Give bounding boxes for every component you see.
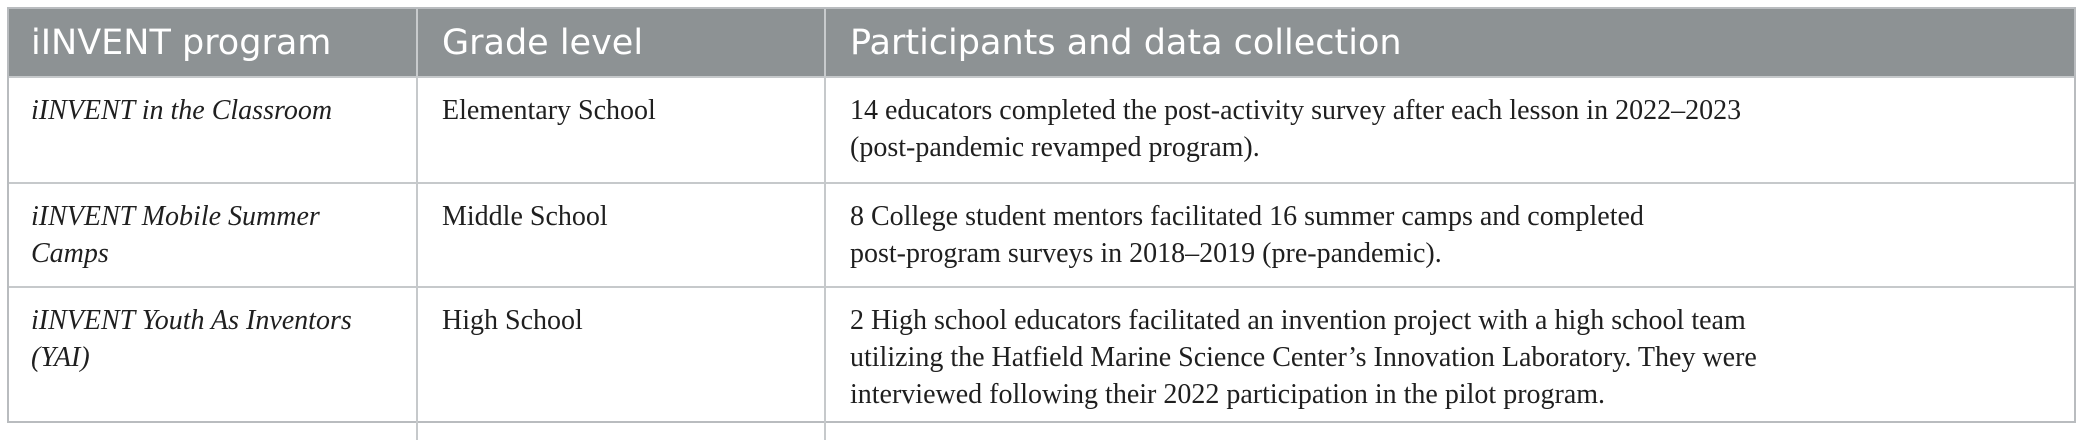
grade-cell: Middle School	[417, 183, 825, 287]
participants-line: (post-pandemic revamped program).	[850, 132, 1260, 163]
participants-line: interviewed following their 2022 participation in the pilot program.	[850, 379, 1606, 410]
participants-line: 14 educators completed the post-activity survey after each lesson in 2022–2023	[850, 95, 1742, 126]
program-table-container	[7, 7, 2076, 423]
participants-line: 8 College student mentors facilitated 16 summer camps and completed	[850, 201, 1644, 232]
participants-cell	[825, 183, 2074, 287]
participants-cell	[825, 77, 2074, 183]
table-row	[9, 77, 2074, 183]
header-participants: Participants and data collection	[825, 9, 2074, 77]
table-row	[9, 287, 2074, 440]
table-row	[9, 183, 2074, 287]
grade-cell: Elementary School	[417, 77, 825, 183]
participants-line: utilizing the Hatfield Marine Science Center’s Innovation Laboratory. They were	[850, 342, 1757, 373]
program-cell: iINVENT Mobile Summer Camps	[9, 183, 417, 287]
header-row	[9, 9, 2074, 77]
program-cell: iINVENT in the Classroom	[9, 77, 417, 183]
participants-line: 2 High school educators facilitated an invention project with a high school team	[850, 305, 1746, 336]
header-program: iINVENT program	[9, 9, 417, 77]
table-body	[9, 77, 2074, 440]
participants-cell	[825, 287, 2074, 440]
table-header	[9, 9, 2074, 77]
grade-cell: High School	[417, 287, 825, 440]
program-cell: iINVENT Youth As Inventors (YAI)	[9, 287, 417, 440]
program-table	[9, 9, 2074, 440]
header-grade-level: Grade level	[417, 9, 825, 77]
participants-line: post-program surveys in 2018–2019 (pre-pandemic).	[850, 238, 1442, 269]
